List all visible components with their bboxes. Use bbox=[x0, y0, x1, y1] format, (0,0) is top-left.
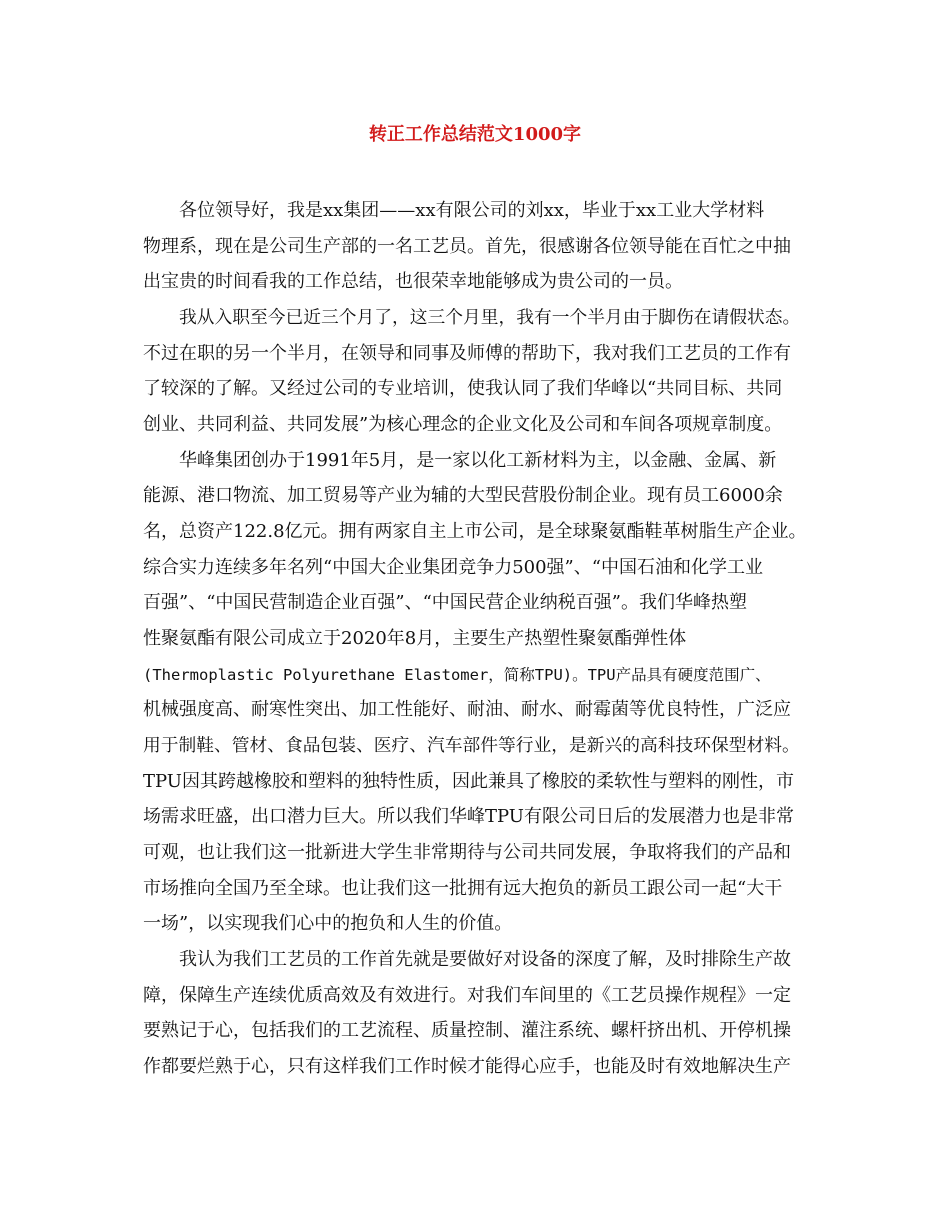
body-line: 物理系，现在是公司生产部的一名工艺员。首先，很感谢各位领导能在百忙之中抽 bbox=[143, 236, 791, 257]
body-line: 场需求旺盛，出口潜力巨大。所以我们华峰TPU有限公司日后的发展潜力也是非常 bbox=[143, 806, 794, 827]
body-line: 我认为我们工艺员的工作首先就是要做好对设备的深度了解，及时排除生产故 bbox=[179, 949, 791, 970]
body-line: 综合实力连续多年名列“中国大企业集团竞争力500强”、“中国石油和化学工业 bbox=[143, 557, 763, 578]
body-line: 能源、港口物流、加工贸易等产业为辅的大型民营股份制企业。现有员工6000余 bbox=[143, 485, 783, 506]
document-title: 转正工作总结范文1000字 bbox=[368, 124, 582, 145]
body-line: 作都要烂熟于心，只有这样我们工作时候才能得心应手，也能及时有效地解决生产 bbox=[143, 1056, 791, 1077]
body-line: 机械强度高、耐寒性突出、加工性能好、耐油、耐水、耐霉菌等优良特性，广泛应 bbox=[143, 699, 791, 720]
body-line: 不过在职的另一个半月，在领导和同事及师傅的帮助下，我对我们工艺员的工作有 bbox=[143, 343, 791, 364]
body-line: 名，总资产122.8亿元。拥有两家自主上市公司，是全球聚氨酯鞋革树脂生产企业。 bbox=[143, 521, 807, 542]
body-line: 了较深的了解。又经过公司的专业培训，使我认同了我们华峰以“共同目标、共同 bbox=[143, 378, 783, 399]
body-line: 出宝贵的时间看我的工作总结，也很荣幸地能够成为贵公司的一员。 bbox=[143, 271, 683, 292]
body-line: 华峰集团创办于1991年5月，是一家以化工新材料为主，以金融、金属、新 bbox=[179, 450, 777, 471]
body-line: 用于制鞋、管材、食品包装、医疗、汽车部件等行业，是新兴的高科技环保型材料。 bbox=[143, 736, 800, 756]
body-line: 障，保障生产连续优质高效及有效进行。对我们车间里的《工艺员操作规程》一定 bbox=[143, 985, 791, 1006]
body-line: TPU因其跨越橡胶和塑料的独特性质，因此兼具了橡胶的柔软性与塑料的刚性，市 bbox=[143, 771, 794, 792]
body-line: 要熟记于心，包括我们的工艺流程、质量控制、灌注系统、螺杆挤出机、开停机操 bbox=[143, 1020, 791, 1041]
body-line: 市场推向全国乃至全球。也让我们这一批拥有远大抱负的新员工跟公司一起“大干 bbox=[143, 878, 783, 899]
body-line: 我从入职至今已近三个月了，这三个月里，我有一个半月由于脚伤在请假状态。 bbox=[179, 308, 801, 328]
body-line: 一场”，以实现我们心中的抱负和人生的价值。 bbox=[143, 913, 513, 934]
body-line: 百强”、“中国民营制造企业百强”、“中国民营企业纳税百强”。我们华峰热塑 bbox=[143, 592, 748, 613]
body-line: 性聚氨酯有限公司成立于2020年8月，主要生产热塑性聚氨酯弹性体 bbox=[143, 628, 687, 649]
body-line: 各位领导好，我是xx集团——xx有限公司的刘xx，毕业于xx工业大学材料 bbox=[179, 200, 765, 221]
body-line: 创业、共同利益、共同发展”为核心理念的企业文化及公司和车间各项规章制度。 bbox=[143, 414, 783, 435]
body-line: (Thermoplastic Polyurethane Elastomer，简称TPU)。TPU产品具有硬度范围广、 bbox=[143, 666, 771, 684]
body-line: 可观，也让我们这一批新进大学生非常期待与公司共同发展，争取将我们的产品和 bbox=[143, 842, 791, 863]
